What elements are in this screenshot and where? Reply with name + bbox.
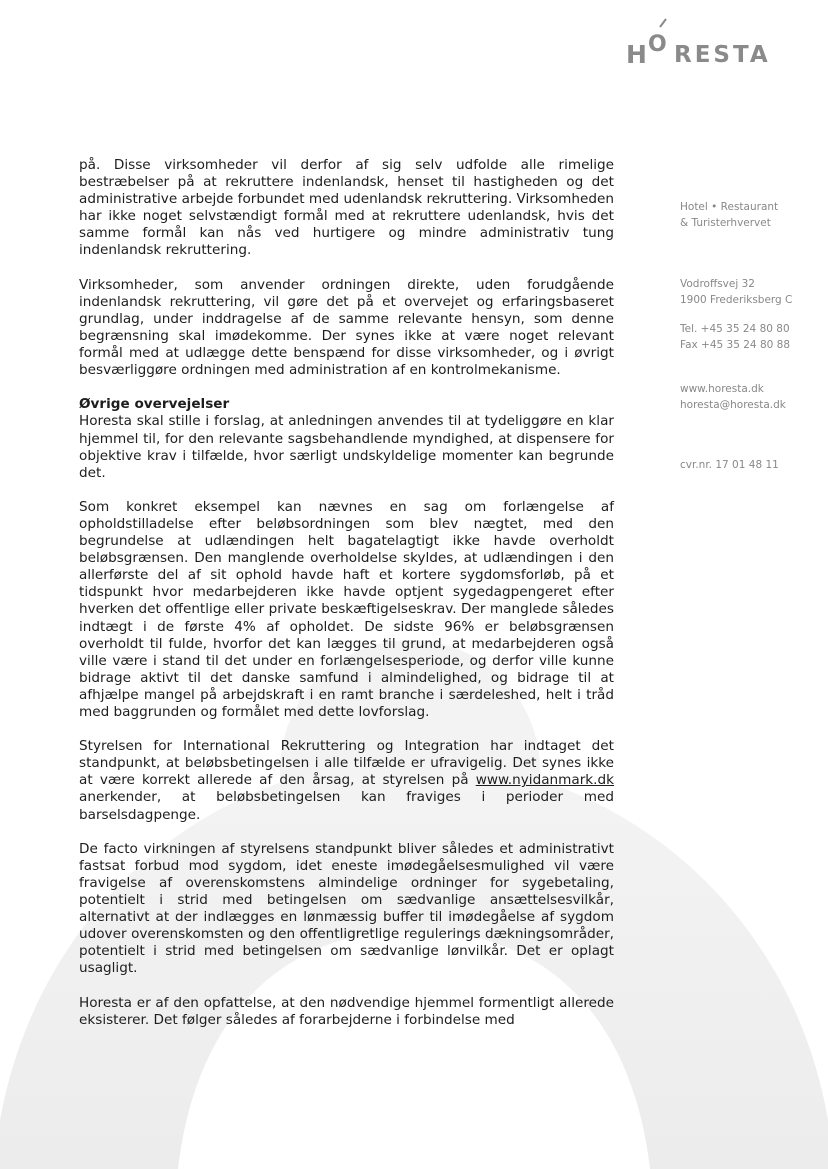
letter-body bbox=[79, 157, 614, 1046]
tagline-block bbox=[680, 200, 778, 231]
paragraph: Virksomheder, som anvender ordningen direkte, uden forudgående indenlandsk rekruttering, vil gøre det på et overvejet og erfaringsbaseret grundlag, under inddragelse af de samme relevante hensyn, som denne begrænsning skal imødekomme. Der synes ikke at være noget relevant formål med at udlægge dette benspænd for disse virksomheder, og i øvrigt besværliggøre ordningen med administration af en kontrolmekanisme. bbox=[79, 276, 614, 379]
phone-number: Tel. +45 35 24 80 80 bbox=[680, 323, 790, 335]
paragraph-text: anerkender, at beløbsbetingelsen kan fraviges i perioder med barselsdagpenge. bbox=[79, 789, 614, 823]
web-block bbox=[680, 382, 786, 413]
fax-number: Fax +45 35 24 80 88 bbox=[680, 338, 791, 351]
paragraph: på. Disse virksomheder vil derfor af sig selv udfolde alle rimelige bestræbelser på at rekruttere indenlandsk, henset til hastigheden og det administrative arbejde forbundet med udenlandsk rekruttering. Virksomheden har ikke noget selvstændigt formål med at rekruttere udenlandsk, hvis det samme formål kan nås ved hurtigere og mindre administrativ tung indenlandsk rekruttering. bbox=[79, 157, 614, 259]
tagline-line: & Turisterhvervet bbox=[680, 216, 771, 229]
paragraph: Horesta er af den opfattelse, at den nødvendige hjemmel formentligt allerede eksisterer. Det følger således af forarbejderne i forbindelse med bbox=[79, 994, 614, 1028]
cvr-number bbox=[680, 458, 779, 474]
horesta-logo bbox=[626, 34, 786, 74]
logo-letters-resta: RESTA bbox=[674, 42, 771, 68]
tagline-line: Hotel • Restaurant bbox=[680, 201, 779, 213]
paragraph: De facto virkningen af styrelsens standpunkt bliver således et administrativt fastsat forbud mod sygdom, idet eneste imødegåelsesmulighed vil være fravigelse af overenskomstens almindelige ordninger for sygebetaling, potentielt i strid med betingelsen om sædvanlige ansættelsesvilkår, alternativt at der indlægges en lønmæssig buffer til imødegåelse af sygdom udover overenskomsten og den offentligretlige regulerings dækningsområder, potentielt i strid med betingelsen om sædvanlige lønvilkår. Det er oplagt usagligt. bbox=[79, 840, 614, 977]
phone-block bbox=[680, 322, 790, 353]
website-link[interactable]: www.horesta.dk bbox=[680, 383, 764, 395]
paragraph: Som konkret eksempel kan nævnes en sag om forlængelse af opholdstilladelse efter beløbsordningen som blev nægtet, med den begrundelse at udlændingen helt bagatelagtigt ikke havde overholdt beløbsgrænsen. Den manglende overholdelse skyldes, at udlændingen i den allerførste del af sit ophold havde haft et kortere sygdomsforløb, på et tidspunkt hvor medarbejderen ikke havde optjent sygedagpengeret efter hverken det offentlige eller private beskæftigelseskrav. Der manglede således indtægt i de første 4% af opholdet. De sidste 96% er beløbsgrænsen overholdt til fulde, hvorfor det kan lægges til grund, at medarbejderen også ville være i stand til det under en forlængelsesperiode, og derfor ville kunne bidrage aktivt til det danske samfund i almindelighed, og bidrage til at afhjælpe mangel på arbejdskraft i en ramt branche i særdeleshed, helt i tråd med baggrunden og formålet med dette lovforslag. bbox=[79, 498, 614, 720]
paragraph: Horesta skal stille i forslag, at anledningen anvendes til at tydeliggøre en klar hjemmel til, for den relevante sagsbehandlende myndighed, at dispensere for objektive krav i tilfælde, hvor særligt undskyldelige momenter kan begrunde det. bbox=[79, 413, 614, 481]
address-street: Vodroffsvej 32 bbox=[680, 278, 755, 290]
logo-letter-o: O bbox=[648, 32, 670, 57]
address-block bbox=[680, 277, 792, 308]
logo-accent-icon bbox=[658, 18, 668, 28]
paragraph-text: Styrelsen for International Rekruttering og Integration har indtaget det standpunkt, at beløbsbetingelsen i alle tilfælde er ufravigelig. Det synes ikke at være korrekt allerede af den årsag, at styrelsen på bbox=[79, 738, 614, 789]
section-heading: Øvrige overvejelser bbox=[79, 396, 230, 413]
logo-letter-h: H bbox=[626, 40, 650, 69]
paragraph bbox=[79, 738, 614, 823]
email-link[interactable]: horesta@horesta.dk bbox=[680, 398, 786, 411]
nyidanmark-link[interactable]: www.nyidanmark.dk bbox=[475, 772, 614, 789]
cvr-text: cvr.nr. 17 01 48 11 bbox=[680, 459, 779, 471]
address-city: 1900 Frederiksberg C bbox=[680, 293, 793, 306]
